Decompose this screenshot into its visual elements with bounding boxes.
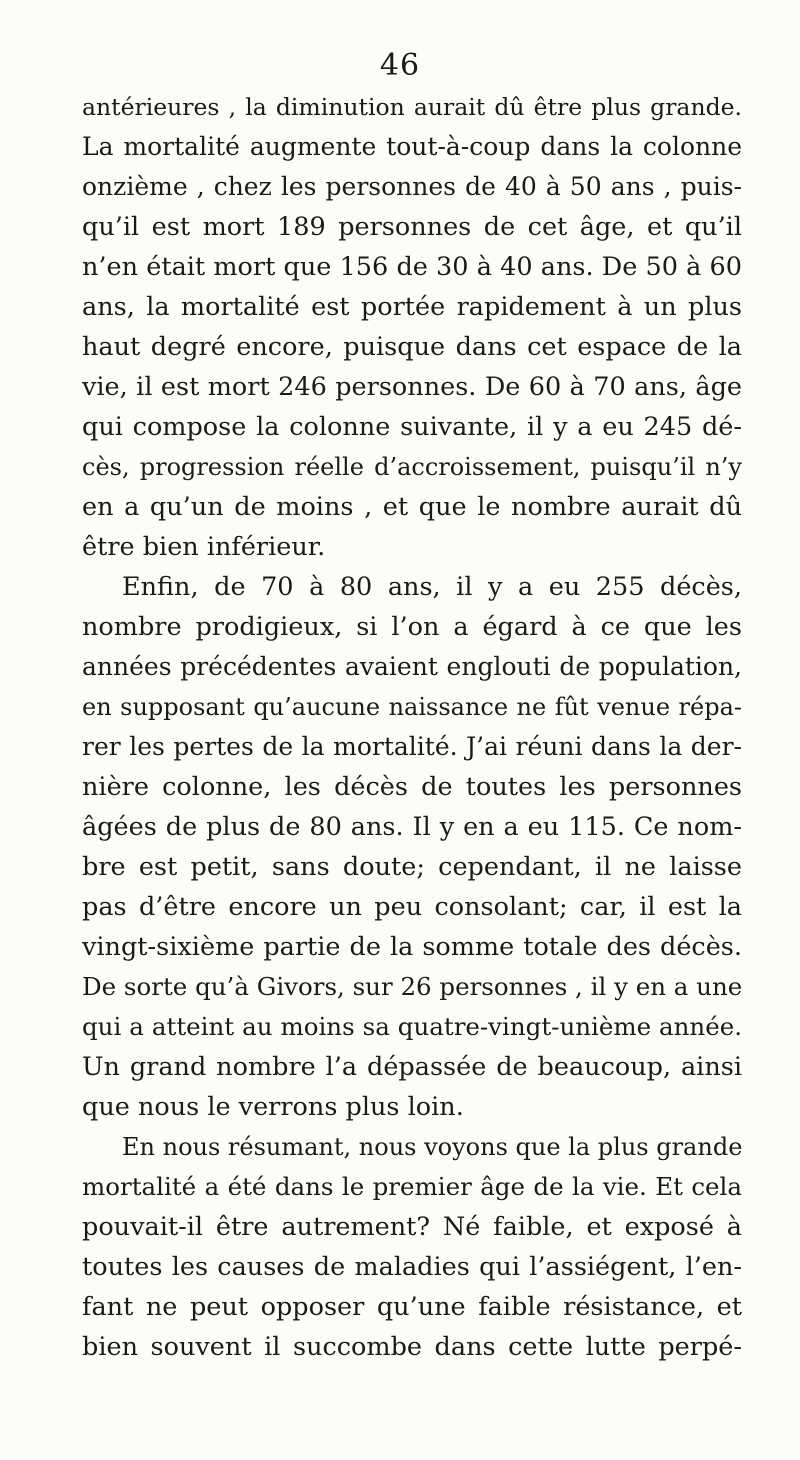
text-line: Un grand nombre l’a dépassée de beaucoup, ainsi — [82, 1052, 742, 1082]
text-line: onzième , chez les personnes de 40 à 50 ans , puis- — [82, 172, 742, 201]
text-line: toutes les causes de maladies qui l’assiégent, l’en- — [82, 1252, 742, 1282]
text-line: De sorte qu’à Givors, sur 26 personnes , il y en a une — [82, 972, 742, 1001]
text-line: pas d’être encore un peu consolant; car, il est la — [82, 892, 742, 922]
text-line: rer les pertes de la mortalité. J’ai réuni dans la der- — [82, 732, 742, 761]
text-line: être bien inférieur. — [82, 532, 326, 562]
text-line: qui a atteint au moins sa quatre-vingt-unième année. — [82, 1012, 742, 1041]
text-line: haut degré encore, puisque dans cet espace de la — [82, 332, 742, 362]
page-number: 46 — [379, 48, 421, 83]
text-line: que nous le verrons plus loin. — [82, 1092, 464, 1122]
text-line: qu’il est mort 189 personnes de cet âge, et qu’il — [82, 212, 742, 242]
text-line: âgées de plus de 80 ans. Il y en a eu 115. Ce nom- — [82, 812, 742, 842]
text-line: en a qu’un de moins , et que le nombre aurait dû — [82, 492, 742, 522]
text-line: En nous résumant, nous voyons que la plus grande — [122, 1133, 742, 1161]
text-line: qui compose la colonne suivante, il y a eu 245 dé- — [82, 412, 742, 442]
text-line: nombre prodigieux, si l’on a égard à ce que les — [82, 612, 742, 642]
body-text — [82, 87, 742, 1367]
text-line: pouvait-il être autrement? Né faible, et exposé à — [82, 1212, 742, 1242]
text-line: nière colonne, les décès de toutes les personnes — [82, 772, 742, 802]
text-line: vingt-sixième partie de la somme totale des décès. — [82, 932, 742, 962]
text-line: La mortalité augmente tout-à-coup dans la colonne — [82, 132, 742, 161]
text-line: n’en était mort que 156 de 30 à 40 ans. De 50 à 60 — [82, 252, 742, 282]
text-line: vie, il est mort 246 personnes. De 60 à 70 ans, âge — [82, 372, 742, 402]
text-line: Enfin, de 70 à 80 ans, il y a eu 255 décès, — [122, 572, 742, 602]
text-line: années précédentes avaient englouti de population, — [82, 652, 742, 681]
text-line: fant ne peut opposer qu’une faible résistance, et — [82, 1292, 742, 1322]
text-line: ans, la mortalité est portée rapidement à un plus — [82, 292, 742, 322]
text-line: bien souvent il succombe dans cette lutte perpé- — [82, 1332, 742, 1362]
text-line: en supposant qu’aucune naissance ne fût venue répa- — [82, 693, 742, 721]
text-line: mortalité a été dans le premier âge de la vie. Et cela — [82, 1172, 742, 1201]
text-line: cès, progression réelle d’accroissement, puisqu’il n’y — [82, 453, 742, 481]
text-line: bre est petit, sans doute; cependant, il ne laisse — [82, 852, 742, 882]
text-line: antérieures , la diminution aurait dû être plus grande. — [82, 93, 742, 121]
